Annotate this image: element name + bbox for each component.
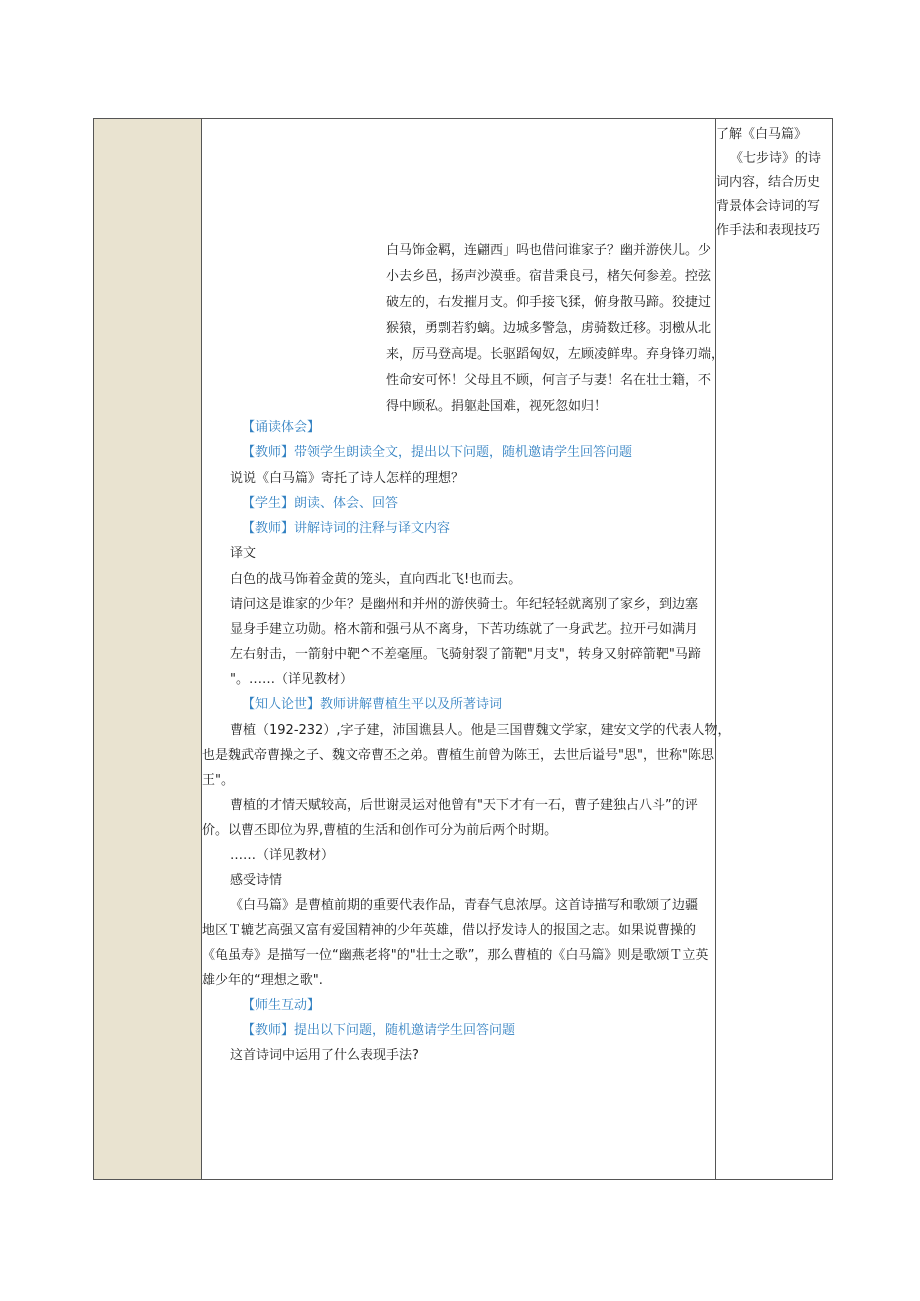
interaction-heading: 【师生互动】	[242, 998, 321, 1013]
talent-line: 曹植的才情天赋较高，后世谢灵运对他曾有"天下才有一石，曹子建独占八斗”的评	[230, 798, 698, 813]
bio-line: 曹植（192-232）,字子建，沛国谯县人。他是三国曹魏文学家，建安文学的代表人物，	[230, 723, 731, 738]
feel-line: 地区Ｔ辘艺高强又富有爱国精神的少年英雄，借以抒发诗人的报国之志。如果说曹操的	[202, 923, 697, 938]
teacher-instruction: 【教师】带领学生朗读全文，提出以下问题，随机邀请学生回答问题	[242, 445, 633, 460]
left-column	[94, 119, 202, 1179]
recite-heading: 【诵读体会】	[242, 420, 321, 435]
translation-line: 左右射击，一箭射中靶^不差毫厘。飞骑射裂了箭靶"月支"，转身又射碎箭靶"马蹄	[230, 647, 701, 662]
translation-line: "。……（详见教材）	[230, 672, 353, 687]
objective-line: 词内容，结合历史	[716, 175, 821, 190]
translation-label: 译文	[230, 546, 257, 561]
bio-line: 王"。	[202, 773, 234, 788]
content-column	[202, 119, 731, 1179]
poem-line: 小去乡邑，扬声沙漠垂。宿昔秉良弓，楮矢何参差。控弦	[386, 269, 712, 284]
feel-line: 《白马篇》是曹植前期的重要代表作品，青春气息浓厚。这首诗描写和歌颂了边疆	[230, 898, 699, 913]
question-text: 说说《白马篇》寄托了诗人怎样的理想？	[230, 471, 465, 486]
objective-column	[716, 119, 832, 1179]
objective-line: 了解《白马篇》	[716, 127, 808, 142]
question-text: 这首诗词中运用了什么表现手法?	[230, 1048, 419, 1063]
objective-line: 作手法和表现技巧	[716, 223, 821, 238]
objective-line: 《七步诗》的诗	[730, 151, 822, 166]
teacher-instruction: 【教师】提出以下问题，随机邀请学生回答问题	[242, 1023, 516, 1038]
poem-line: 猴猿，勇剽若豹螭。边城多警急，虏骑数迁移。羽檄从北	[386, 321, 712, 336]
bio-line: 也是魏武帝曹操之子、魏文帝曹丕之弟。曹植生前曾为陈王，去世后谥号"思"，世称"陈思	[202, 748, 714, 763]
translation-line: 显身手建立功勋。格木箭和强弓从不离身，下苦功练就了一身武艺。拉开弓如满月	[230, 622, 699, 637]
translation-line: 白色的战马饰着金黄的笼头，直向西北飞!也而去。	[230, 572, 522, 587]
lesson-table	[93, 118, 833, 1180]
poem-line: 破左的，右发摧月支。仰手接飞猱，俯身散马蹄。狡捷过	[386, 295, 712, 310]
poem-line: 来，厉马登高堤。长驱蹈匈奴，左顾凌鲜卑。弃身锋刃端，	[386, 347, 725, 362]
see-textbook: ……（详见教材）	[230, 848, 335, 863]
feel-line: 《龟虽寿》是描写一位“幽燕老将"的"壮士之歌”，那么曹植的《白马篇》则是歌颂Ｔ立英	[202, 948, 709, 963]
feel-line: 雄少年的“理想之歌".	[202, 973, 323, 988]
teacher-instruction: 【教师】讲解诗词的注释与译文内容	[242, 521, 451, 536]
poem-line: 性命安可怀！父母且不顾，何言子与妻！名在壮士籍，不	[386, 373, 712, 388]
feel-label: 感受诗情	[230, 873, 283, 888]
zhiren-heading: 【知人论世】教师讲解曹植生平以及所著诗词	[242, 697, 503, 712]
translation-line: 请问这是谁家的少年？是幽州和并州的游侠骑士。年纪轻轻就离别了家乡，到边塞	[230, 597, 699, 612]
talent-line: 价。以曹丕即位为界,曹植的生活和创作可分为前后两个时期。	[202, 823, 558, 838]
poem-line: 得中顾私。捐躯赴国难，视死忽如归！	[386, 399, 608, 414]
student-instruction: 【学生】朗读、体会、回答	[242, 496, 399, 511]
poem-line: 白马饰金羁，连翩西」吗也借问谁家子？幽并游侠儿。少	[386, 243, 712, 258]
objective-line: 背景体会诗词的写	[716, 199, 821, 214]
